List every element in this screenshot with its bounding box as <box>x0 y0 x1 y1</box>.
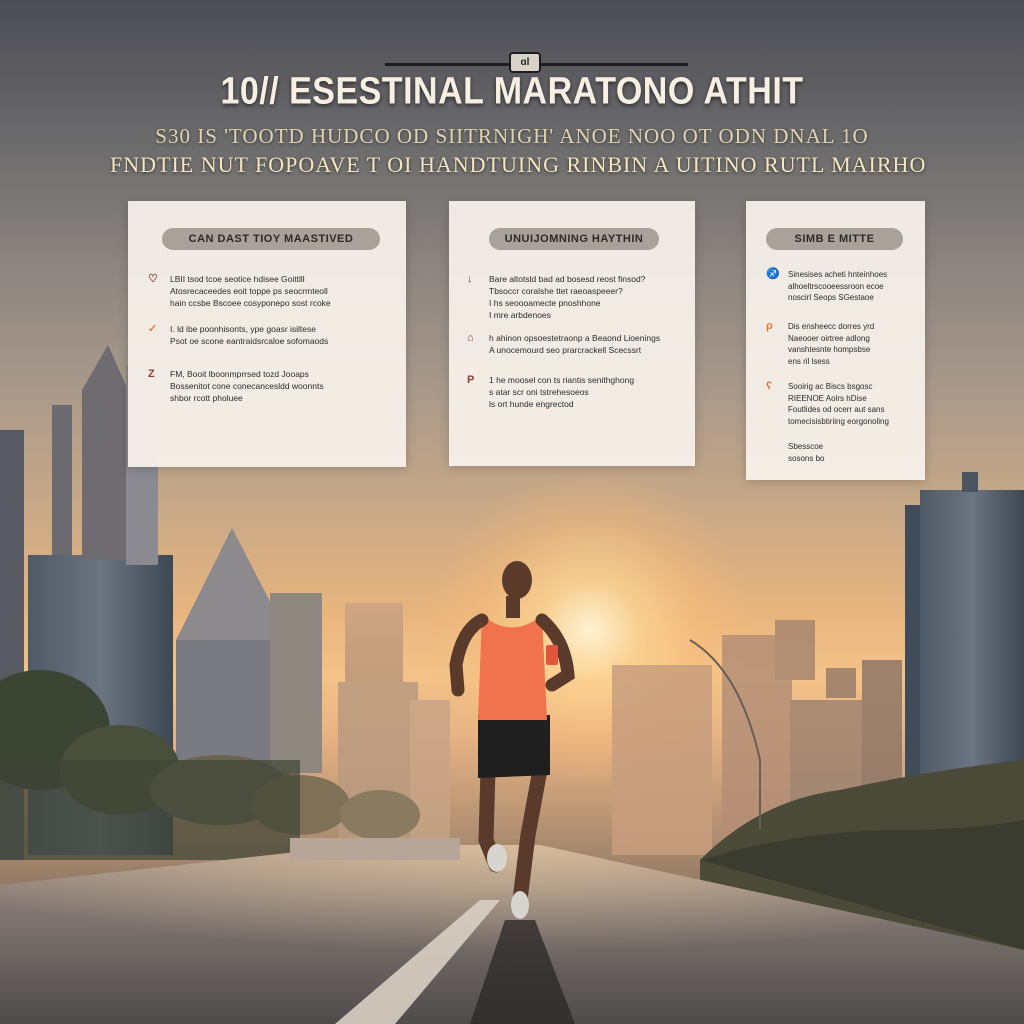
card-3-tip-4: Sbesscoe sosons bo <box>788 442 825 463</box>
subtitle-line-2: FNDTIE NUT FOPOAVE T OI HANDTUING RINBIN A UITINO RUTL MAIRHO <box>110 152 927 177</box>
card-2-tip-2: ⌂ h ahinon opsoestetraonp a Beaond Lioenings A unocemourd seo prarcrackell Scecssrt <box>467 332 661 355</box>
moon-icon: ʕ <box>766 380 773 392</box>
tip-card-1 <box>128 201 406 467</box>
subtitle-line-1: S30 IS 'TOOTD HUDCO OD SIITRNIGH' ANOE NOO OT ODN DNAL 1O <box>155 124 869 148</box>
lightning-icon: Z <box>148 368 155 380</box>
card-3-tip-1: ♐ Sinesises acheti hnteinhoes alhoeltrscooeessroon ecoe noscirl Seops SGestaoe <box>766 268 888 302</box>
heart-icon: ♡ <box>148 273 158 285</box>
card-2-heading: UNUIJOMNING HAYTHIN <box>489 228 659 250</box>
right-skyline <box>905 472 1024 810</box>
runner-icon: ♐ <box>766 268 780 280</box>
card-1-tip-3: Z FM, Booit lboonmprrsed tozd Jooaps Bossenitot cone conecancesldd woonnts shbor rcott pholuee <box>148 368 324 403</box>
card-1-heading: CAN DAST TIOY MAASTIVED <box>162 228 380 250</box>
check-icon: ✓ <box>148 323 158 335</box>
card-3-heading: SIMB E MITTE <box>766 228 903 250</box>
drop-icon: ρ <box>766 320 773 332</box>
tip-card-3 <box>746 201 925 480</box>
shoe-icon: ⌂ <box>467 332 474 344</box>
card-3-tip-3: ʕ Sooirig ac Biscs bsgosc RIEENOE Aolrs hDise Foutlides od ocerr aut sans tomecisisbtiriing eorgonoling <box>766 380 889 426</box>
card-1-tip-2: ✓ I. ld ibe poonhisonts, ype goasr isiltese Psot oe scone eantraidsrcaloe sofomaods <box>148 323 329 346</box>
flag-icon: P <box>467 374 475 386</box>
card-3-tip-2: ρ Dis ensheecc dorres yrd Naeooer oirtree adlong vanshtesnte hompsbse ens ril lsess <box>766 320 875 366</box>
tip-card-2 <box>449 201 695 466</box>
header-badge: ɑl <box>509 52 541 73</box>
card-1-tip-1: ♡ LBII tsod tcoe seotice hdisee Goittlll Atosrecaceedes eoit toppe ps seocrmteoll hain ccsbe Bscoee cosyponepo sost rcoke <box>148 273 331 308</box>
card-2-tip-3: P 1 he moosel con ts riantis senithghong s atar scr oni tstrehesoeos ls ort hunde engrectod <box>467 374 635 409</box>
card-2-tip-1: ↓ Bare altotsld bad ad bosesd reost finsod? Tbsoccr coralshe ttet raeoaspeeer? I hs seoooamecte pnoshhone I mre arbdenoes <box>467 273 646 320</box>
page-title: 10// ESESTINAL MARATONO ATHIT <box>220 69 804 113</box>
arrow-down-icon: ↓ <box>467 273 473 285</box>
